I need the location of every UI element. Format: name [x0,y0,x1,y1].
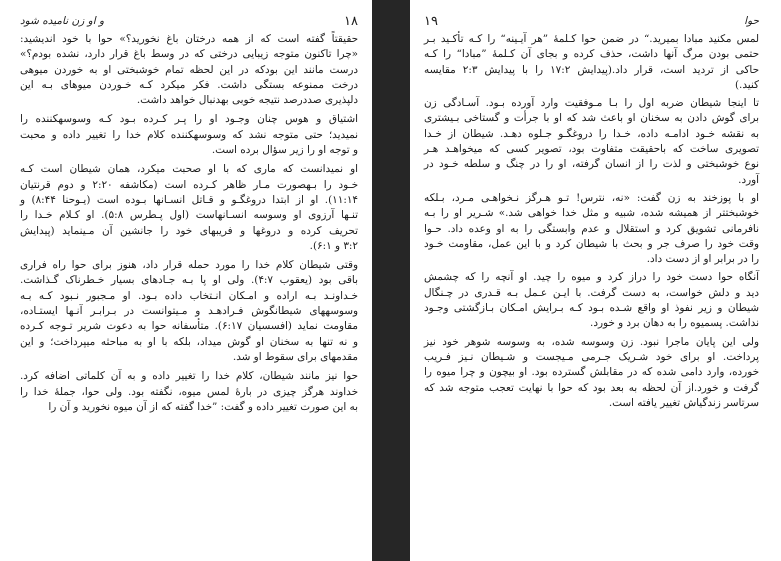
text-line: نمیدید؛ حتی متوجه نشد که وسوسهکننده کلام خدا را تغییر داده و محبت [20,128,358,141]
paragraph [20,112,358,158]
text-line: دید و دلش خواست، به دست گرفت. با ایـن عـمل بـه قـدری در چـنگال [424,286,759,299]
text-line: نافرمانی تشویق کرد و استقلال و عدم وابستگی را به او وعده داد. حـوا [424,222,759,235]
text-line: تنـها آرزوی او وسوسه انسـانهاست (اول پـطرس ۵:۸). او کـلام خـدا را [20,209,358,222]
text-line: وقت خود را صرف جر و بحث با شیطان کرد و با این عمل، مقاومت خـود [424,237,759,250]
text-line: مقدمهای برای سقوط او شد. [232,350,358,363]
text-line: وقتی شیطان کلام خدا را مورد حمله قرار داد، هنوز برای حوا راه فراری [20,259,358,272]
paragraph [424,96,759,188]
paragraph [424,32,759,93]
paragraph [20,162,358,254]
text-line: حاکی از تردید است، قرار داد.(پیدایش ۱۷:۲ را با پیدایش ۲:۳ مقایسه [424,63,759,76]
text-line: خداوند هرگز چیزی در بارهٔ لمس میوه، نگفته بود. ولی حوا، جملهٔ خدا را [20,385,358,398]
left-running-head: و او زن نامیده شود [20,15,105,27]
paragraph [20,32,358,108]
text-line: لمس مکنید مبادا بمیرید.“ در ضمن حوا کـلمهٔ ”هر آیـینه“ را کـه تأکـید بـر [424,33,759,45]
text-line: ۳:۲ و ۶:۱). [309,239,358,252]
text-line: شیطان و زیر نفوذ او واقع شـده بـود کـه بـرایش امـکان بـازگشتی وجـود [424,302,759,315]
text-line: آنگاه حوا دست خود را دراز کرد و میوه را چید. او آنچه را که چشمش [424,271,759,284]
text-line: درخت ممنوعه بستگی داشت. فکر میکرد کـه خـوردن میوهای بـه این [20,78,358,91]
text-line: «چرا تاکنون متوجه زیبایی درختی که در وسط باغ قرار دارد، نشده بودم؟» [20,48,358,61]
paragraph [20,258,358,365]
text-line: خوشبختتر از همیشه شده، شبیه و مثل خدا خواهی شد.» شـریر او را بـه [424,207,759,220]
text-line: او با پوزخند به زن گفت: «نه، نترس! تـو هـرگز نـخواهـی مـرد، بـلکه [424,191,759,204]
text-line: خـداونـد بـه اراده و امـکان انـتخاب داده بـود. او مـجبور نـبود کـه بـه [20,289,358,302]
text-line: و توجه او را زیر سؤال برده است. [211,144,358,157]
text-line: گرفت و خورد.از آن لحظه به بعد بود که حوا با نهایت تعجب متوجه شد که [424,381,759,394]
text-line: به نقشه خـود ادامـه داده، خـدا را دروغگـو جـلوه دهـد. شیطان از خـدا [424,127,759,140]
book-gutter [372,0,410,561]
text-line: به این صورت تغییر داده و گفت: ”خدا گفته که از آن میوه نخورید و آن را [48,400,358,413]
left-page-body [20,32,358,415]
text-line: تصویری ساخت که باحقیقت متفاوت بود، تصویر کسی که میخواهـد هـر [424,143,759,156]
paragraph [424,335,759,411]
text-line: ۱۱:۱۴). او از ابتدا دروغگـو و قـاتل انسـانها بـوده است (یـوحنا ۸:۴۴) و [20,193,358,206]
text-line: باقی بود (یعقوب ۴:۷). ولی او پا بـه جـادهای بسیار خـطرناک گـذاشت. [20,274,358,287]
right-running-head: حوا [744,15,759,27]
paragraph [424,270,759,331]
right-page-header [424,10,759,32]
text-line: و نه تنها به سخنان او گوش میداد، بلکه با او به مباحثه میپرداخت؛ و این [20,335,358,348]
text-line: حوا نیز مانند شیطان، کلام خدا را تغییر داده و به آن کلماتی اضافه کرد. [20,370,358,383]
text-line: کنید.) [734,78,759,91]
text-line: نداشت. پسمیوه را به دهان برد و خورد. [590,317,759,330]
text-line: مقاومت نماید (افسسیان ۶:۱۷). متأسفانه حوا به دعوت شریر تـوجه کـرده [20,320,358,333]
text-line: سرتاسر زندگیاش تغییر یافته است. [608,396,759,409]
text-line: حقیقتاً گفته است که از همه درختان باغ نخورید؟» حوا با خود اندیشید: [20,33,358,45]
text-line: دلپذیری صددرصد نتیجه خوبی بهدنبال خواهد داشت. [136,94,358,107]
text-line: ولی این پایان ماجرا نبود. زن وسوسه شده، به وسوسه شوهر خود نیز [424,335,759,348]
text-line: حتمی بودن مرگ آنها داشت، حذف کرده و بجای آن کـلمهٔ ”مبادا“ را کـه [424,48,759,61]
text-line: را در برابر او از دست داد. [646,253,759,266]
right-page-number: ۱۹ [424,13,438,29]
text-line: وسوسههای شیطانگوش فـرادهـد و مـیتوانست در بـرابـر آنـها ایستـاده، [20,305,358,318]
text-line: برای گوش دادن به سخنان او باعث شد که او با جرأت و گستاخی بـیشتری [424,112,759,125]
left-page [0,0,372,561]
paragraph [20,369,358,415]
text-line: پرداخت. او برای خود شـریک جـرمی مـیجست و شـیطان نـیز فـریب [424,350,759,363]
paragraph [424,191,759,267]
text-line: خـود را بـهصورت مـار ظاهر کـرده است (مکاشفه ۲:۲۰ و دوم قرنتیان [20,178,358,191]
left-page-header [20,10,358,32]
text-line: خورده، وارد دامی شده که در مقابلش گسترده بود. او بیچون و چرا میوه را [424,366,759,379]
text-line: اشتیاق و هوس چنان وجـود او را پـر کـرده بـود کـه وسوسهکننده را [20,113,358,126]
right-page [410,0,781,561]
text-line: او نمیدانست که ماری که با او صحبت میکرد، همان شیطان است کـه [20,163,358,176]
text-line: درست مانند این بودکه در این لحظه تمام خوشبختی او به خوردن میوهی [20,63,358,76]
text-line: آورد. [738,173,759,186]
left-page-number: ۱۸ [344,13,358,29]
right-page-body [424,32,759,411]
text-line: تحریف کرده و دروغها و فریبهای خود را جانشین آن مـینماید (پیدایش [20,224,358,237]
text-line: تا اینجا شیطان ضربه اول را بـا مـوفقیت وارد آورده بـود. آسـادگی زن [424,97,759,110]
text-line: نوع خوشبختی و لذت را از انسان گرفته، او را در چنگ و سلطه خـود در [424,158,759,171]
